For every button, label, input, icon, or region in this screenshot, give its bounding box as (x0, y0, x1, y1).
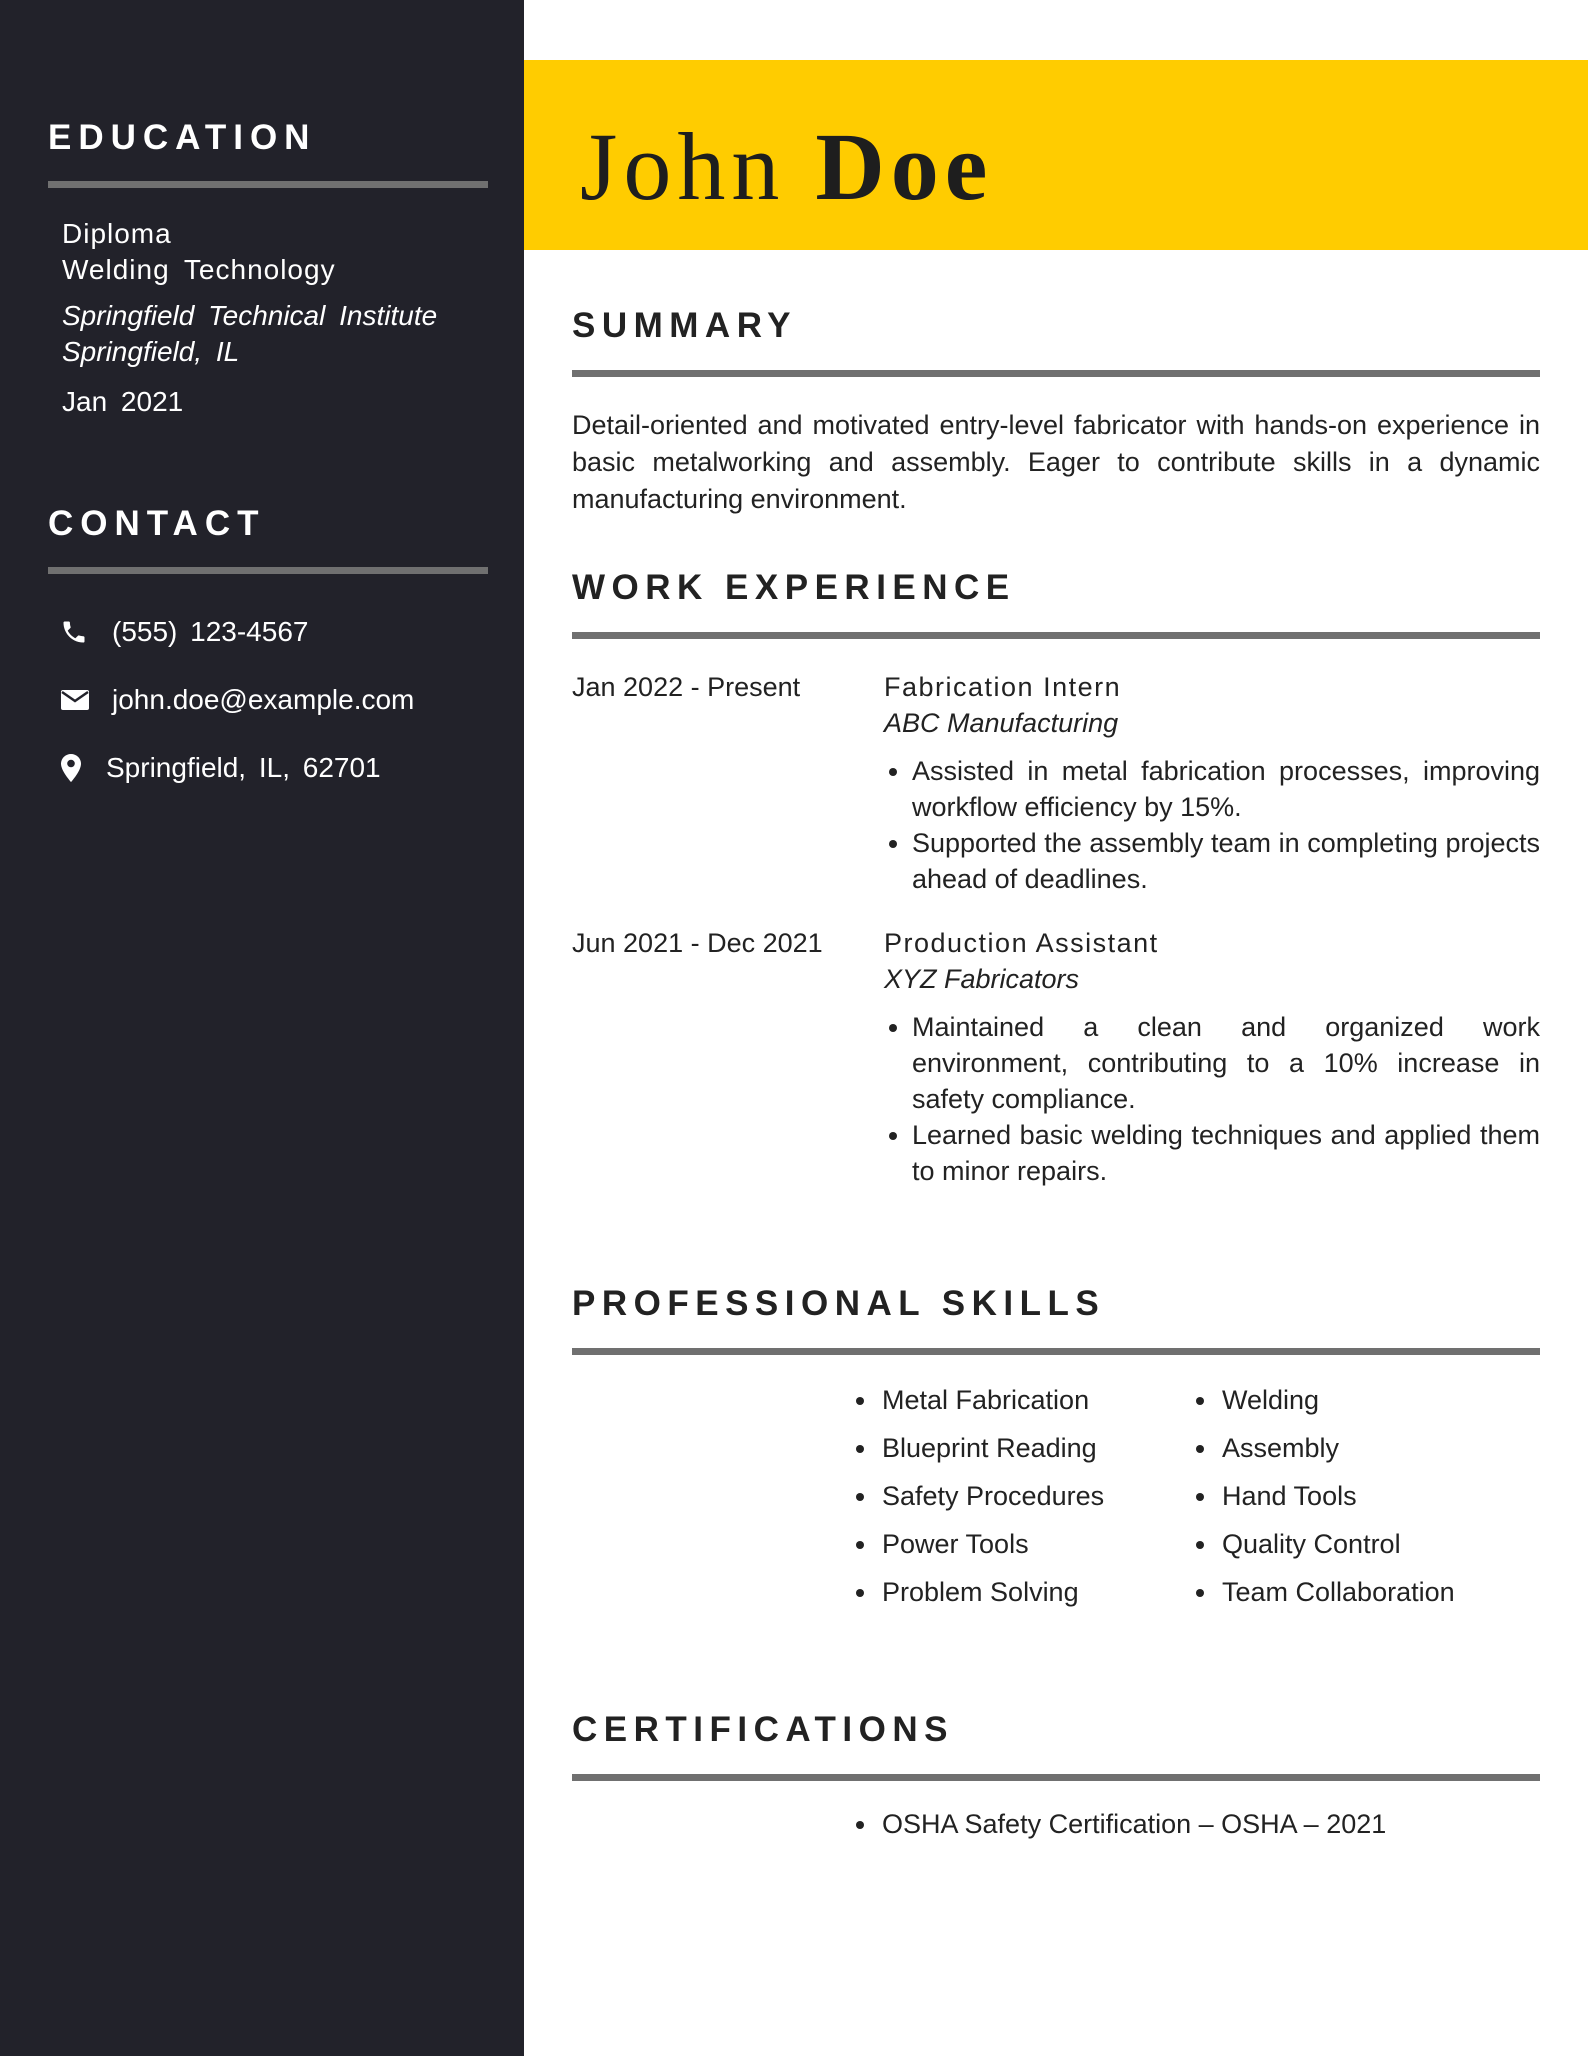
contact-address[interactable] (60, 734, 488, 802)
job-entry (572, 925, 1540, 1189)
job-date: Jun 2021 - Dec 2021 (572, 928, 823, 958)
education-entry (48, 216, 488, 420)
job-title: Fabrication Intern (884, 672, 1122, 702)
education-section (48, 118, 488, 420)
job-bullets (884, 753, 1540, 897)
experience-heading: WORK EXPERIENCE (572, 568, 1016, 607)
skills-heading: PROFESSIONAL SKILLS (572, 1284, 1106, 1323)
experience-divider (572, 632, 1540, 639)
job-bullet: • Assisted in metal fabrication processes, improving workflow efficiency by 15%. (912, 753, 1540, 825)
envelope-icon (60, 684, 100, 716)
certifications-list (852, 1807, 1540, 1841)
skill-item: Problem Solving (852, 1575, 1192, 1609)
skills-list (852, 1383, 1540, 1609)
contact-phone[interactable] (60, 598, 488, 666)
summary-text: Detail-oriented and motivated entry-level fabricator with hands-on experience in basic metalworking and assembly. Eager to contribute skills in a dynamic manufacturing environment. (572, 410, 1540, 514)
skill-item: Welding (1192, 1383, 1532, 1417)
skill-item: Metal Fabrication (852, 1383, 1192, 1417)
job-bullet: • Learned basic welding techniques and applied them to minor repairs. (912, 1117, 1540, 1189)
certifications-heading: CERTIFICATIONS (572, 1710, 955, 1749)
job-date: Jan 2022 - Present (572, 672, 801, 702)
education-date: Jan 2021 (62, 386, 184, 417)
certification-item: OSHA Safety Certification – OSHA – 2021 (852, 1807, 1540, 1841)
skill-item: Blueprint Reading (852, 1431, 1192, 1465)
sidebar (0, 0, 524, 2056)
skill-item: Assembly (1192, 1431, 1532, 1465)
skills-divider (572, 1348, 1540, 1355)
education-heading: EDUCATION (48, 118, 317, 157)
job-entry (572, 669, 1540, 897)
summary-section (572, 306, 1540, 545)
summary-heading: SUMMARY (572, 306, 798, 345)
contact-phone-text: (555) 123-4567 (112, 616, 309, 647)
education-degree: Diploma (62, 218, 172, 249)
summary-divider (572, 370, 1540, 377)
skill-item: Power Tools (852, 1527, 1192, 1561)
skill-item: Quality Control (1192, 1527, 1532, 1561)
contact-heading: CONTACT (48, 504, 266, 543)
education-field: Welding Technology (62, 254, 336, 285)
contact-email-text: john.doe@example.com (112, 684, 415, 715)
certifications-section (572, 1710, 1540, 1841)
map-pin-icon (60, 752, 94, 784)
job-bullet: • Supported the assembly team in completing projects ahead of deadlines. (912, 825, 1540, 897)
first-name: John (580, 113, 786, 220)
contact-list (48, 598, 488, 802)
contact-section (48, 504, 488, 802)
education-location: Springfield, IL (62, 336, 240, 367)
contact-divider (48, 567, 488, 574)
skill-item: Hand Tools (1192, 1479, 1532, 1513)
job-bullets (884, 1009, 1540, 1189)
job-company: ABC Manufacturing (884, 708, 1119, 738)
candidate-name (580, 112, 993, 222)
education-divider (48, 181, 488, 188)
skill-item: Team Collaboration (1192, 1575, 1532, 1609)
skills-section (572, 1284, 1540, 1609)
skill-item: Safety Procedures (852, 1479, 1192, 1513)
certifications-divider (572, 1774, 1540, 1781)
contact-email[interactable] (60, 666, 488, 734)
experience-section (572, 568, 1540, 1189)
contact-address-text: Springfield, IL, 62701 (106, 752, 381, 783)
name-banner (524, 60, 1588, 250)
last-name: Doe (815, 113, 994, 220)
job-company: XYZ Fabricators (884, 964, 1080, 994)
job-title: Production Assistant (884, 928, 1159, 958)
phone-icon (60, 616, 100, 648)
education-institution: Springfield Technical Institute (62, 300, 438, 331)
job-bullet: • Maintained a clean and organized work environment, contributing to a 10% increase in safety compliance. (912, 1009, 1540, 1117)
